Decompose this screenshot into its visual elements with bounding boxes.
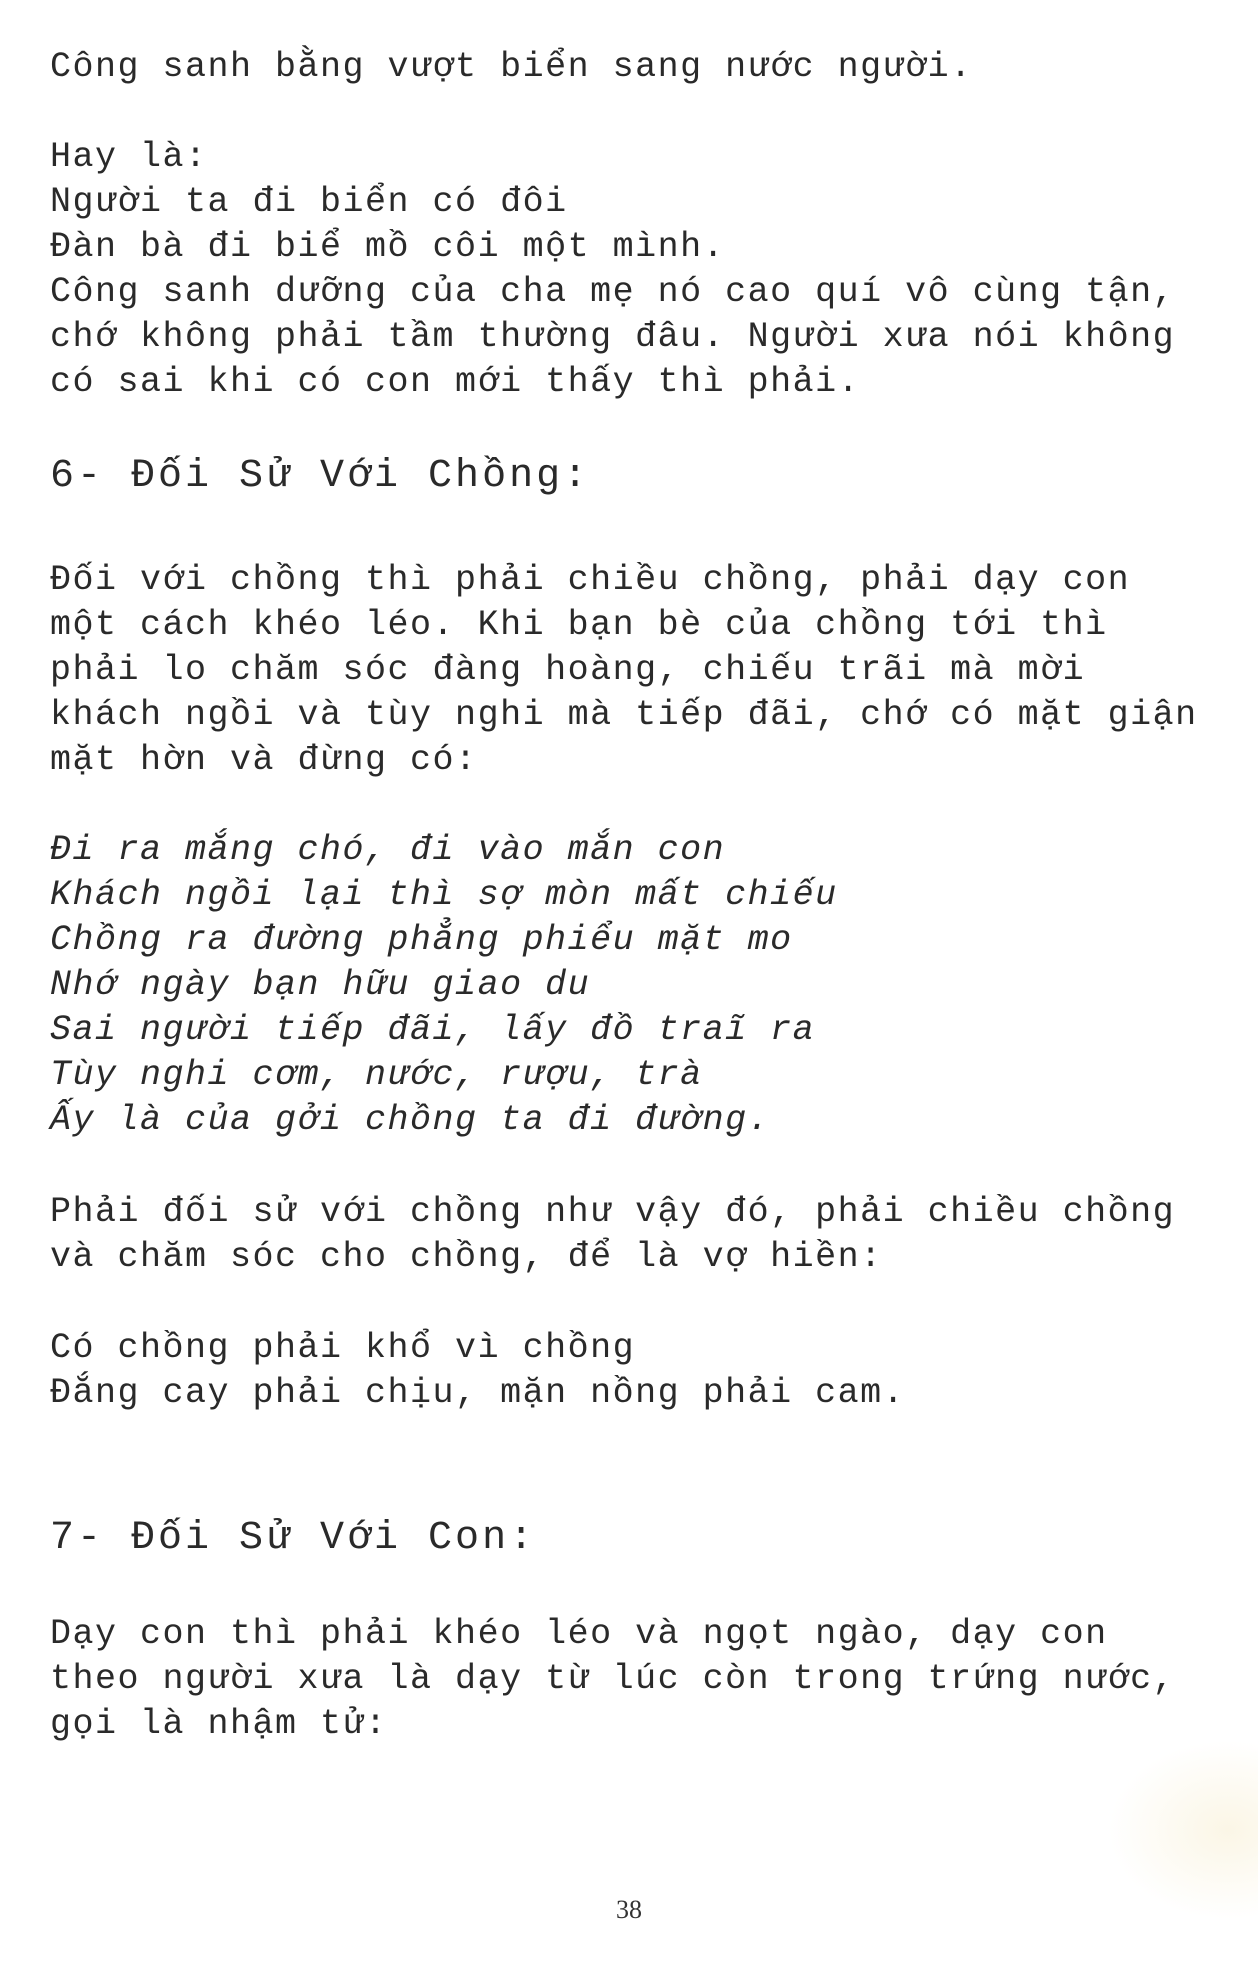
- section-7-paragraph: [50, 1612, 1240, 1747]
- section-6-paragraph-line: mặt hờn và đừng có:: [50, 740, 478, 780]
- paragraph-a-line: Công sanh dưỡng của cha mẹ nó cao quí vô cùng tận,: [50, 272, 1176, 312]
- poem-line: Sai người tiếp đãi, lấy đồ traĩ ra: [50, 1010, 816, 1050]
- poem-line: Chồng ra đường phẳng phiểu mặt mo: [50, 920, 793, 960]
- poem-a-line: Đàn bà đi biể mồ côi một mình.: [50, 227, 726, 267]
- poem-a-line: Người ta đi biển có đôi: [50, 182, 568, 222]
- section-6-paragraph-2-line: và chăm sóc cho chồng, để là vợ hiền:: [50, 1237, 883, 1277]
- section-6-heading: 6- Đối Sử Với Chồng:: [50, 454, 591, 499]
- intro-line: Công sanh bằng vượt biển sang nước người.: [50, 47, 973, 87]
- section-6-paragraph-line: khách ngồi và tùy nghi mà tiếp đãi, chớ có mặt giận: [50, 695, 1198, 735]
- section-7-paragraph-line: Dạy con thì phải khéo léo và ngọt ngào, dạy con: [50, 1614, 1108, 1654]
- couplet-line: Có chồng phải khổ vì chồng: [50, 1328, 636, 1368]
- paper-stain: [1108, 1740, 1258, 1920]
- section-7-heading: 7- Đối Sử Với Con:: [50, 1516, 537, 1561]
- poem-line: Nhớ ngày bạn hữu giao du: [50, 965, 591, 1005]
- poem-line: Đi ra mắng chó, đi vào mắn con: [50, 830, 726, 870]
- couplet-line: Đắng cay phải chịu, mặn nồng phải cam.: [50, 1373, 906, 1413]
- section-6-paragraph-line: Đối với chồng thì phải chiều chồng, phải dạy con: [50, 560, 1131, 600]
- poem-a-block: [50, 135, 1240, 405]
- page-number: 38: [616, 1895, 642, 1924]
- poem-a-lead: Hay là:: [50, 137, 208, 177]
- section-6-paragraph-line: một cách khéo léo. Khi bạn bè của chồng tới thì: [50, 605, 1108, 645]
- section-6-paragraph-line: phải lo chăm sóc đàng hoàng, chiếu trãi mà mời: [50, 650, 1086, 690]
- poem-line: Ấy là của gởi chồng ta đi đường.: [50, 1100, 771, 1140]
- section-6-paragraph-2-line: Phải đối sử với chồng như vậy đó, phải chiều chồng: [50, 1192, 1176, 1232]
- intro-line-block: [50, 45, 1240, 90]
- section-6-paragraph-2: [50, 1190, 1240, 1280]
- section-7-paragraph-line: theo người xưa là dạy từ lúc còn trong trứng nước,: [50, 1659, 1176, 1699]
- section-6-poem: [50, 828, 1240, 1143]
- paragraph-a-line: có sai khi có con mới thấy thì phải.: [50, 362, 861, 402]
- poem-line: Tùy nghi cơm, nước, rượu, trà: [50, 1055, 703, 1095]
- section-7-paragraph-line: gọi là nhậm tử:: [50, 1704, 388, 1744]
- paragraph-a-line: chớ không phải tầm thường đâu. Người xưa nói không: [50, 317, 1176, 357]
- section-6-couplet: [50, 1326, 1240, 1416]
- poem-line: Khách ngồi lại thì sợ mòn mất chiếu: [50, 875, 838, 915]
- section-6-paragraph: [50, 558, 1240, 783]
